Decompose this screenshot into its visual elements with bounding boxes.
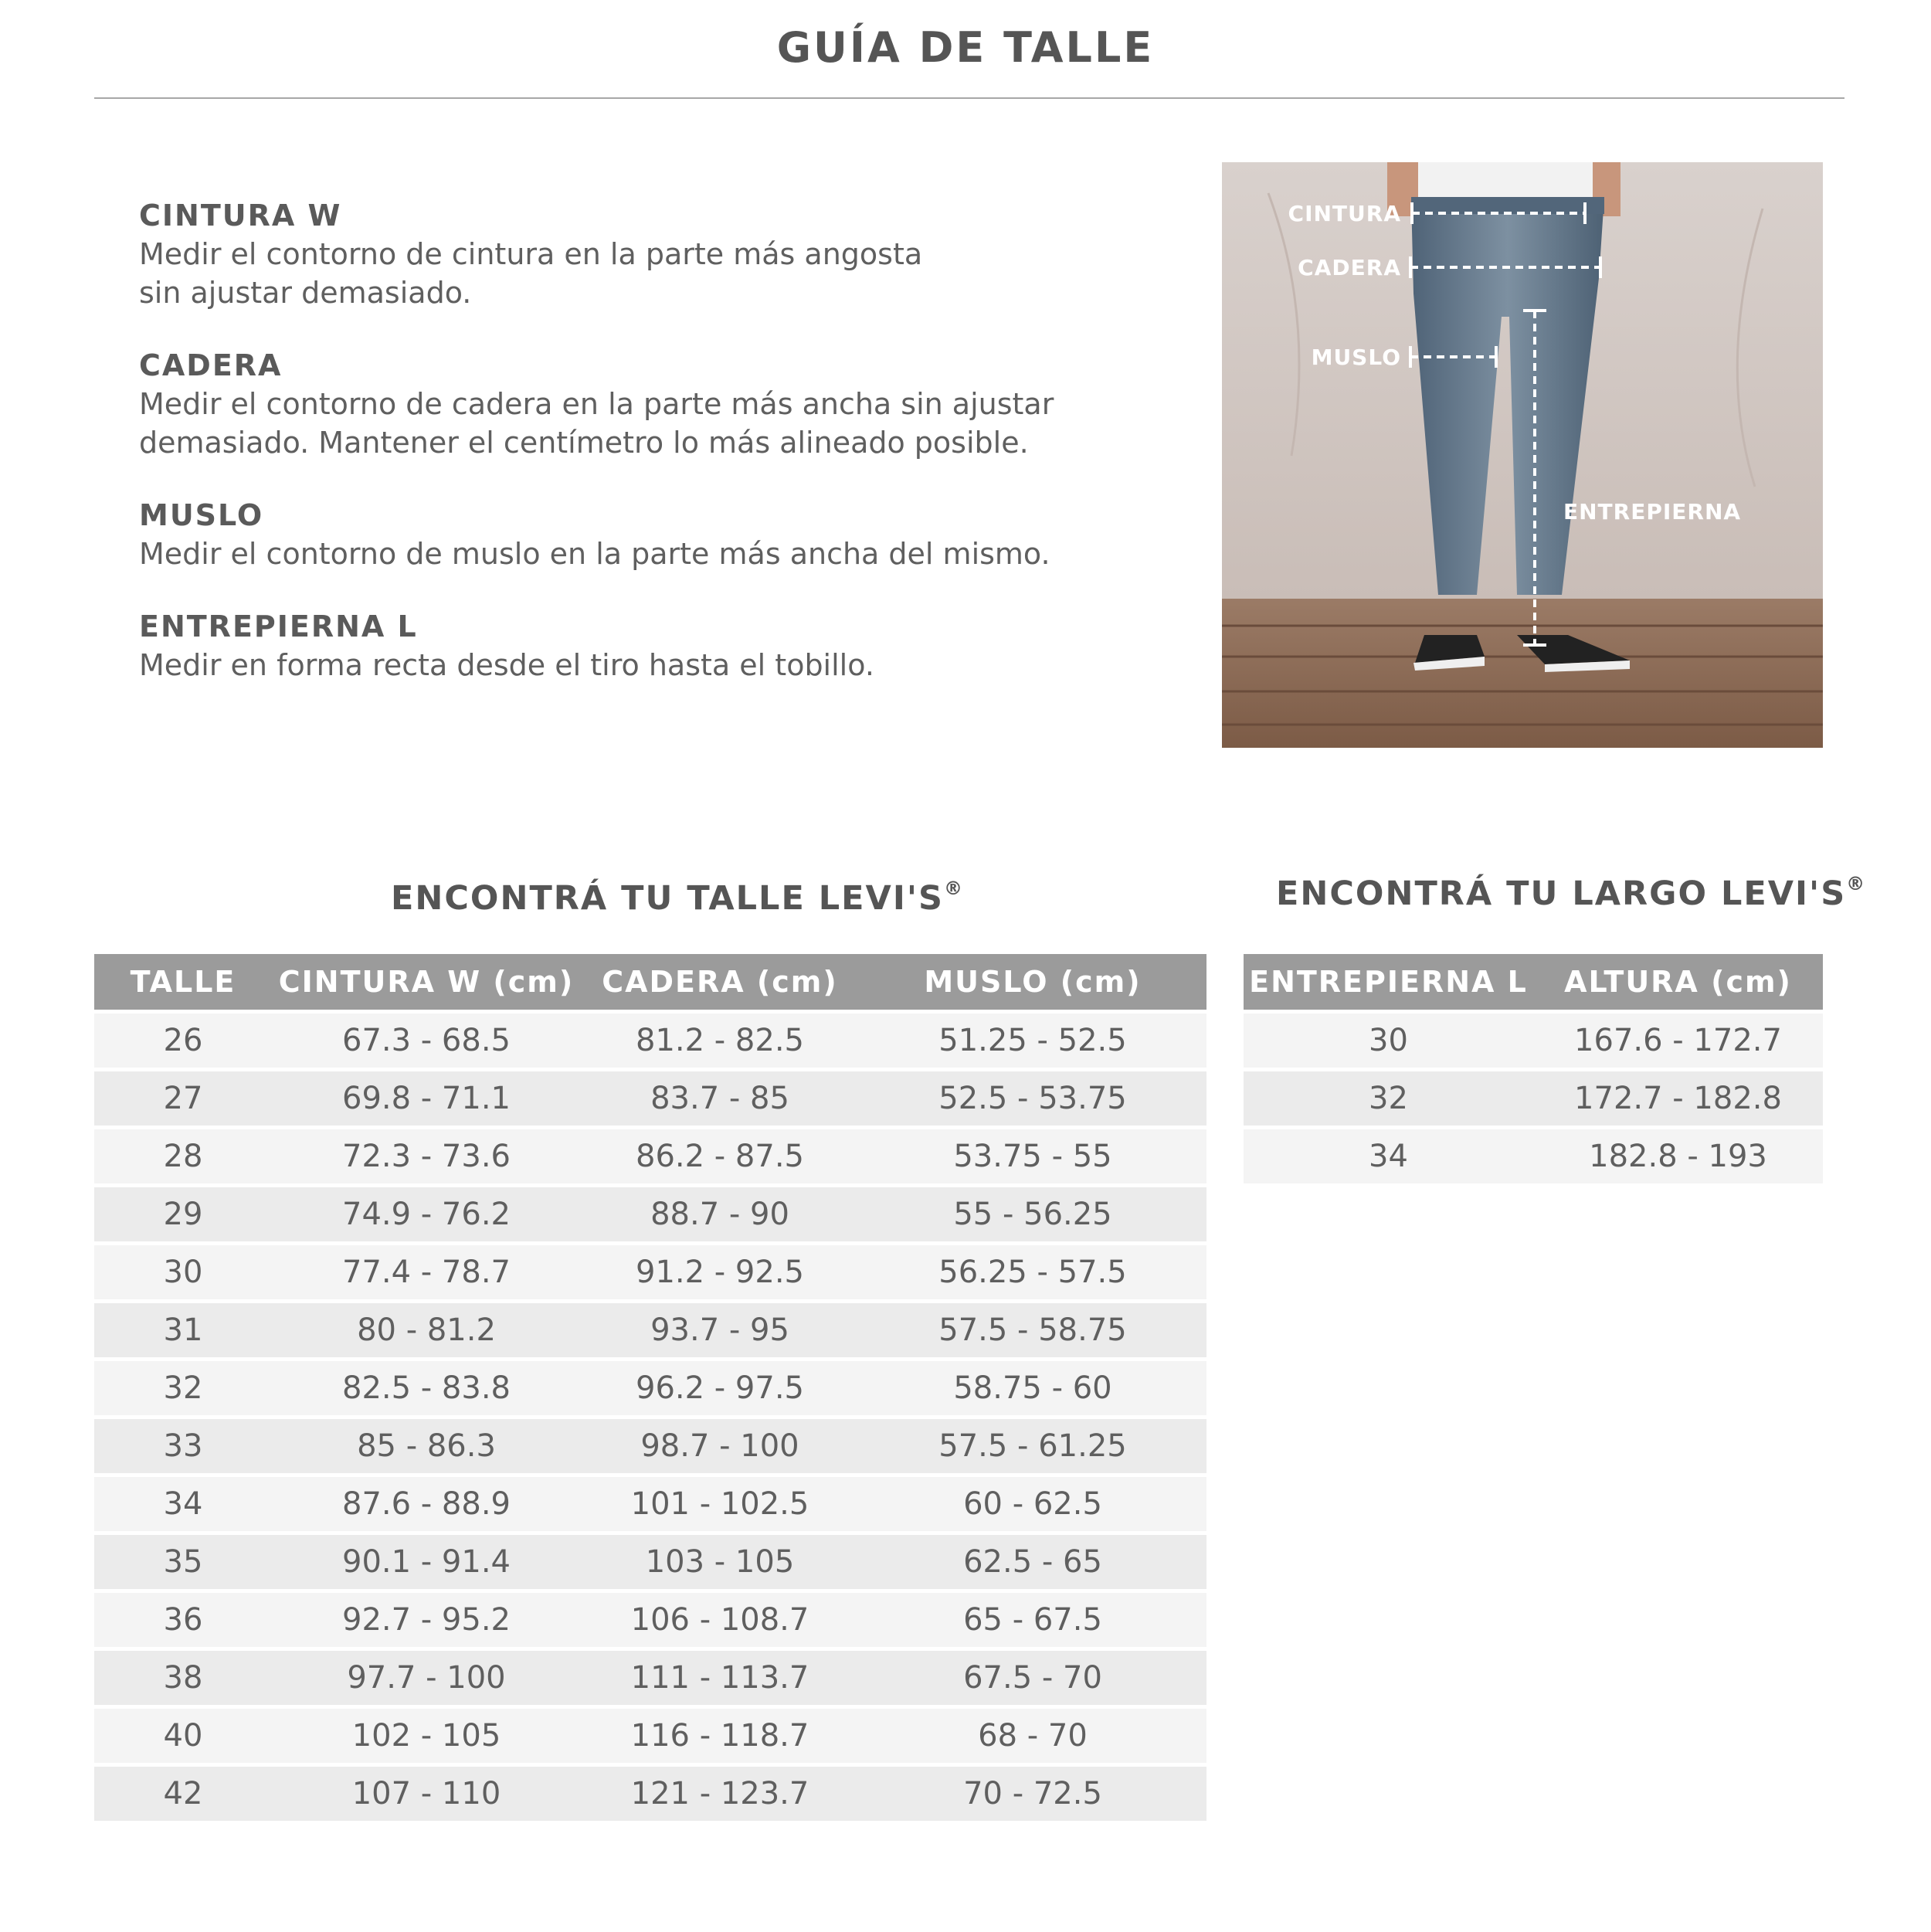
table-cell: 53.75 - 55	[859, 1129, 1206, 1183]
table-cell: 52.5 - 53.75	[859, 1071, 1206, 1126]
table-cell: 172.7 - 182.8	[1533, 1071, 1823, 1126]
header-muslo: MUSLO (cm)	[859, 954, 1206, 1010]
measure-line: sin ajustar demasiado.	[139, 276, 472, 310]
table-cell: 69.8 - 71.1	[272, 1071, 581, 1126]
table-cell: 111 - 113.7	[581, 1651, 859, 1705]
table-cell: 97.7 - 100	[272, 1651, 581, 1705]
table-cell: 107 - 110	[272, 1767, 581, 1821]
table-cell: 32	[94, 1361, 272, 1415]
table-row	[94, 1593, 1206, 1647]
table-cell: 58.75 - 60	[859, 1361, 1206, 1415]
table-cell: 31	[94, 1303, 272, 1357]
label-muslo: MUSLO	[1311, 345, 1401, 370]
table-header-row	[94, 954, 1206, 1010]
table-row	[94, 1245, 1206, 1299]
measure-line: Medir el contorno de cadera en la parte más ancha sin ajustar	[139, 387, 1054, 421]
table-cell: 77.4 - 78.7	[272, 1245, 581, 1299]
measure-line: Medir el contorno de muslo en la parte más ancha del mismo.	[139, 537, 1050, 571]
table-cell: 65 - 67.5	[859, 1593, 1206, 1647]
size-table-caption	[391, 879, 964, 918]
table-cell: 33	[94, 1419, 272, 1473]
measure-thigh	[139, 496, 1143, 573]
table-cell: 30	[94, 1245, 272, 1299]
table-row	[94, 1651, 1206, 1705]
registered-mark: ®	[1846, 873, 1867, 895]
table-cell: 55 - 56.25	[859, 1187, 1206, 1241]
table-cell: 56.25 - 57.5	[859, 1245, 1206, 1299]
registered-mark: ®	[943, 878, 964, 899]
table-cell: 29	[94, 1187, 272, 1241]
size-caption-text: ENCONTRÁ TU TALLE LEVI'S	[391, 879, 944, 918]
table-cell: 96.2 - 97.5	[581, 1361, 859, 1415]
table-cell: 28	[94, 1129, 272, 1183]
measurement-instructions	[139, 196, 1143, 718]
table-row	[94, 1014, 1206, 1068]
header-altura: ALTURA (cm)	[1533, 954, 1823, 1010]
table-cell: 88.7 - 90	[581, 1187, 859, 1241]
table-cell: 32	[1244, 1071, 1533, 1126]
table-row	[1244, 1129, 1823, 1183]
table-cell: 40	[94, 1709, 272, 1763]
table-row	[1244, 1071, 1823, 1126]
measure-title: MUSLO	[139, 498, 264, 532]
measure-title: ENTREPIERNA L	[139, 609, 418, 643]
title-divider	[94, 97, 1844, 99]
table-cell: 86.2 - 87.5	[581, 1129, 859, 1183]
table-cell: 38	[94, 1651, 272, 1705]
measure-title: CADERA	[139, 348, 283, 382]
table-cell: 87.6 - 88.9	[272, 1477, 581, 1531]
table-cell: 91.2 - 92.5	[581, 1245, 859, 1299]
table-cell: 167.6 - 172.7	[1533, 1014, 1823, 1068]
table-row	[94, 1361, 1206, 1415]
header-cadera: CADERA (cm)	[581, 954, 859, 1010]
measure-waist	[139, 196, 1143, 312]
table-row	[94, 1187, 1206, 1241]
table-cell: 72.3 - 73.6	[272, 1129, 581, 1183]
table-cell: 93.7 - 95	[581, 1303, 859, 1357]
table-cell: 42	[94, 1767, 272, 1821]
size-table	[94, 950, 1206, 1825]
length-table	[1244, 950, 1823, 1187]
table-cell: 92.7 - 95.2	[272, 1593, 581, 1647]
table-cell: 98.7 - 100	[581, 1419, 859, 1473]
measure-line: Medir el contorno de cintura en la parte más angosta	[139, 237, 923, 271]
table-cell: 81.2 - 82.5	[581, 1014, 859, 1068]
length-caption-text: ENCONTRÁ TU LARGO LEVI'S	[1276, 874, 1847, 913]
label-cadera: CADERA	[1298, 255, 1401, 280]
table-cell: 67.5 - 70	[859, 1651, 1206, 1705]
table-row	[94, 1419, 1206, 1473]
measure-line: demasiado. Mantener el centímetro lo más alineado posible.	[139, 426, 1029, 460]
table-row	[94, 1303, 1206, 1357]
table-cell: 34	[1244, 1129, 1533, 1183]
table-cell: 34	[94, 1477, 272, 1531]
length-table-body	[1244, 1014, 1823, 1183]
table-cell: 83.7 - 85	[581, 1071, 859, 1126]
table-cell: 36	[94, 1593, 272, 1647]
header-talle: TALLE	[94, 954, 272, 1010]
table-cell: 82.5 - 83.8	[272, 1361, 581, 1415]
page-title: GUÍA DE TALLE	[776, 23, 1155, 72]
table-header-row	[1244, 954, 1823, 1010]
table-cell: 116 - 118.7	[581, 1709, 859, 1763]
measure-hip	[139, 346, 1143, 462]
table-cell: 67.3 - 68.5	[272, 1014, 581, 1068]
table-cell: 80 - 81.2	[272, 1303, 581, 1357]
table-cell: 85 - 86.3	[272, 1419, 581, 1473]
table-cell: 68 - 70	[859, 1709, 1206, 1763]
measure-title: CINTURA W	[139, 199, 342, 233]
label-entrepierna: ENTREPIERNA	[1563, 499, 1742, 525]
table-cell: 74.9 - 76.2	[272, 1187, 581, 1241]
label-cintura: CINTURA	[1288, 201, 1401, 226]
jeans-measurement-photo	[1222, 162, 1823, 748]
table-cell: 106 - 108.7	[581, 1593, 859, 1647]
table-row	[94, 1477, 1206, 1531]
table-row	[1244, 1014, 1823, 1068]
measure-inseam	[139, 607, 1143, 684]
table-cell: 51.25 - 52.5	[859, 1014, 1206, 1068]
table-row	[94, 1129, 1206, 1183]
waistband	[1411, 197, 1604, 214]
table-cell: 62.5 - 65	[859, 1535, 1206, 1589]
table-cell: 102 - 105	[272, 1709, 581, 1763]
header-cintura: CINTURA W (cm)	[272, 954, 581, 1010]
header-entrepierna: ENTREPIERNA L	[1244, 954, 1533, 1010]
table-cell: 121 - 123.7	[581, 1767, 859, 1821]
table-row	[94, 1535, 1206, 1589]
table-cell: 90.1 - 91.4	[272, 1535, 581, 1589]
table-cell: 35	[94, 1535, 272, 1589]
table-cell: 26	[94, 1014, 272, 1068]
table-cell: 70 - 72.5	[859, 1767, 1206, 1821]
table-cell: 60 - 62.5	[859, 1477, 1206, 1531]
table-cell: 30	[1244, 1014, 1533, 1068]
measure-line: Medir en forma recta desde el tiro hasta el tobillo.	[139, 648, 874, 682]
table-row	[94, 1071, 1206, 1126]
table-cell: 27	[94, 1071, 272, 1126]
table-cell: 103 - 105	[581, 1535, 859, 1589]
table-cell: 57.5 - 58.75	[859, 1303, 1206, 1357]
table-row	[94, 1767, 1206, 1821]
length-table-caption	[1276, 874, 1866, 913]
jeans-illustration	[1222, 162, 1823, 748]
table-cell: 101 - 102.5	[581, 1477, 859, 1531]
table-cell: 57.5 - 61.25	[859, 1419, 1206, 1473]
size-table-body	[94, 1014, 1206, 1821]
table-cell: 182.8 - 193	[1533, 1129, 1823, 1183]
table-row	[94, 1709, 1206, 1763]
